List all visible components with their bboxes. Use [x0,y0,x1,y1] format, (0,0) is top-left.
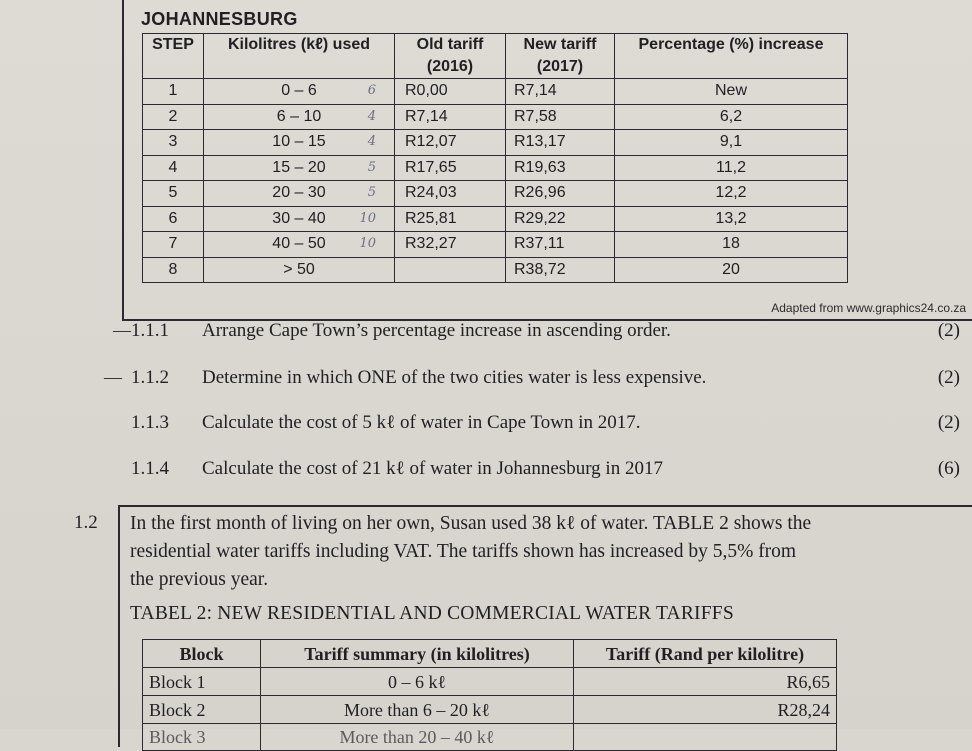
percentage-cell: 9,1 [615,130,848,156]
old-tariff-cell: R12,07 [395,130,506,156]
city-heading: JOHANNESBURG [141,9,298,29]
question-1-2-label: 1.2 [74,512,98,533]
tariff-cell: R6,65 [574,668,837,696]
header-step: STEP [143,34,204,79]
percentage-cell: 12,2 [615,181,848,207]
question-1-2-paragraph: In the first month of living on her own, Susan used 38 kℓ of water. TABLE 2 shows the residential water tariffs including VAT. The tariffs shown has increased by 5,5% from the previous year. [130,513,812,590]
question-item [0,458,972,484]
kilolitres-cell: 40 – 50 10 [204,232,395,258]
table-row [143,257,848,283]
table-row [143,130,848,156]
block-cell: Block 3 [143,724,261,751]
step-cell: 2 [143,104,204,130]
question-number: 1.1.2 [131,367,169,388]
percentage-cell: New [615,79,848,105]
kilolitres-cell: 15 – 20 5 [204,155,395,181]
handwritten-note: 6 [367,83,376,98]
new-tariff-cell: R7,58 [506,104,615,130]
summary-cell: More than 20 – 40 kℓ [261,724,574,751]
old-tariff-cell: R24,03 [395,181,506,207]
handwritten-note: 5 [367,185,376,200]
summary-cell: 0 – 6 kℓ [261,668,574,696]
step-cell: 3 [143,130,204,156]
table-row [143,181,848,207]
tariff-cell [574,724,837,751]
old-tariff-cell [395,257,506,283]
table-header-row [143,34,848,79]
header-percentage: Percentage (%) increase [615,34,848,79]
question-text: Calculate the cost of 21 kℓ of water in Johannesburg in 2017 [202,458,663,479]
handwritten-note: 10 [359,210,376,226]
old-tariff-cell: R32,27 [395,232,506,258]
header-block: Block [143,640,261,668]
question-number: 1.1.4 [131,458,169,479]
header-tariff-rand: Tariff (Rand per kilolitre) [574,640,837,668]
question-text: Determine in which ONE of the two cities water is less expensive. [202,367,707,388]
new-tariff-cell: R38,72 [506,257,615,283]
percentage-cell: 6,2 [615,104,848,130]
johannesburg-tariff-table [142,33,848,283]
handwritten-note: 4 [367,108,376,124]
kilolitres-cell: 0 – 6 6 [204,79,395,105]
new-tariff-cell: R26,96 [506,181,615,207]
kilolitres-cell: 30 – 40 10 [204,206,395,232]
table-row [143,206,848,232]
step-cell: 8 [143,257,204,283]
percentage-cell: 11,2 [615,155,848,181]
question-item [0,412,972,438]
question-item [0,367,972,393]
table2-row [143,668,837,696]
question-text: Calculate the cost of 5 kℓ of water in Cape Town in 2017. [202,412,641,433]
header-tariff-summary: Tariff summary (in kilolitres) [261,640,574,668]
percentage-cell: 18 [615,232,848,258]
new-tariff-cell: R19,63 [506,155,615,181]
step-cell: 5 [143,181,204,207]
old-tariff-cell: R17,65 [395,155,506,181]
handwritten-note: 5 [367,159,376,175]
header-old-tariff: Old tariff (2016) [395,34,506,79]
block-cell: Block 2 [143,696,261,724]
pen-dash-mark: — [104,367,122,387]
source-note: Adapted from www.graphics24.co.za [771,301,966,315]
question-item [0,320,972,346]
table2-row [143,696,837,724]
table2-title: TABEL 2: NEW RESIDENTIAL AND COMMERCIAL WATER TARIFFS [130,603,734,624]
question-marks: (2) [937,320,960,341]
old-tariff-cell: R0,00 [395,79,506,105]
percentage-cell: 20 [615,257,848,283]
block-cell: Block 1 [143,668,261,696]
new-tariff-cell: R37,11 [506,232,615,258]
summary-cell: More than 6 – 20 kℓ [261,696,574,724]
step-cell: 6 [143,206,204,232]
question-marks: (6) [937,458,960,479]
pen-dash-mark: — [113,320,131,340]
step-cell: 1 [143,79,204,105]
question-text: Arrange Cape Town’s percentage increase in ascending order. [202,320,671,341]
table-row [143,232,848,258]
question-marks: (2) [937,412,960,433]
kilolitres-cell: 6 – 10 4 [204,104,395,130]
header-kilolitres: Kilolitres (kℓ) used [204,34,395,79]
new-tariff-cell: R7,14 [506,79,615,105]
percentage-cell: 13,2 [615,206,848,232]
kilolitres-cell: > 50 [204,257,395,283]
table2-row [143,724,837,751]
header-new-tariff: New tariff (2017) [506,34,615,79]
kilolitres-cell: 20 – 30 5 [204,181,395,207]
kilolitres-cell: 10 – 15 4 [204,130,395,156]
table-row [143,79,848,105]
question-marks: (2) [937,367,960,388]
table2-header-row [143,640,837,668]
table-row [143,104,848,130]
old-tariff-cell: R25,81 [395,206,506,232]
new-tariff-cell: R13,17 [506,130,615,156]
step-cell: 7 [143,232,204,258]
table-row [143,155,848,181]
residential-tariff-table [142,639,837,751]
old-tariff-cell: R7,14 [395,104,506,130]
step-cell: 4 [143,155,204,181]
question-number: 1.1.3 [131,412,169,433]
question-number: 1.1.1 [131,320,169,341]
new-tariff-cell: R29,22 [506,206,615,232]
tariff-cell: R28,24 [574,696,837,724]
handwritten-note: 10 [359,236,376,251]
handwritten-note: 4 [367,134,376,149]
